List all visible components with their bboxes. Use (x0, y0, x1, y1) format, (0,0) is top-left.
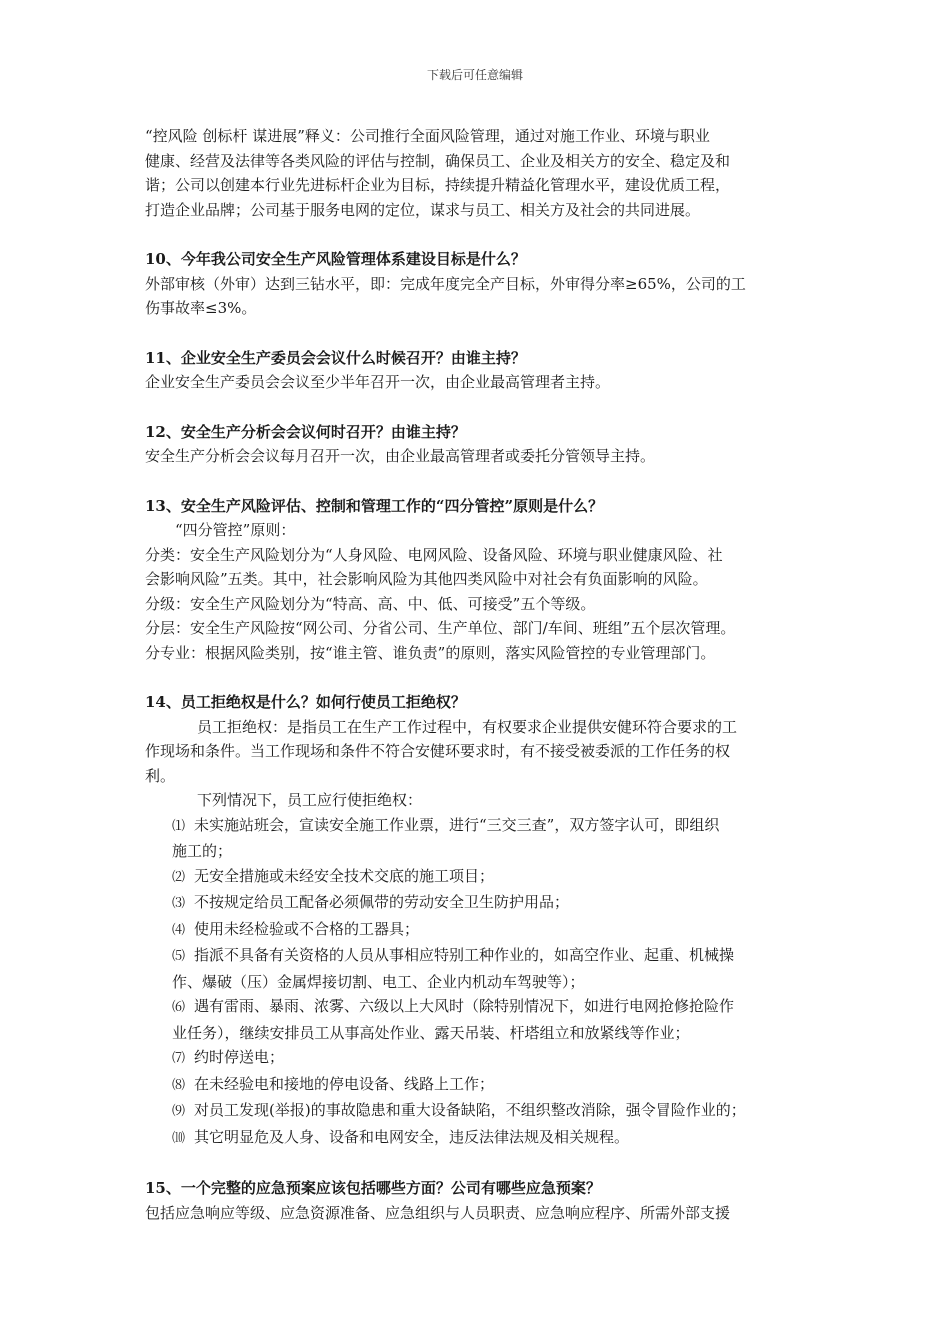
item-number: ⑹ (172, 1000, 186, 1015)
item-number: ⑽ (172, 1130, 186, 1146)
document-body (145, 124, 815, 1225)
item-text: 约时停送电； (194, 1048, 285, 1066)
list-item (145, 917, 815, 944)
list-item (145, 864, 815, 891)
text-line: 分类：安全生产风险划分为“人身风险、电网风险、设备风险、环境与职业健康风险、社 (145, 545, 723, 564)
item-number: ⑺ (172, 1051, 186, 1066)
list-item (145, 994, 815, 1021)
text-line: 分专业：根据风险类别，按“谁主管、谁负责”的原则，落实风险管控的专业管理部门。 (145, 643, 716, 662)
item-number: ⑸ (172, 949, 186, 964)
text-line: 会影响风险”五类。其中，社会影响风险为其他四类风险中对社会有负面影响的风险。 (145, 570, 708, 588)
list-item (145, 943, 815, 970)
item-number: ⑵ (172, 869, 186, 885)
item-number: ⑶ (172, 896, 186, 911)
item-continuation: 作、爆破（压）金属焊接切割、电工、企业内机动车驾驶等）； (172, 972, 585, 991)
intro-paragraph (145, 124, 815, 222)
text-line: 利。 (145, 766, 176, 785)
text-line: 包括应急响应等级、应急资源准备、应急组织与人员职责、应急响应程序、所需外部支援 (145, 1203, 731, 1222)
page-header: 下载后可任意编辑 (426, 68, 523, 82)
refusal-list (145, 813, 815, 1152)
item-continuation: 施工的； (172, 842, 233, 860)
text-line: 企业安全生产委员会会议至少半年召开一次，由企业最高管理者主持。 (145, 373, 611, 391)
item-continuation: 业任务），继续安排员工从事高处作业、露天吊装、杆塔组立和放紧线等作业； (172, 1023, 690, 1042)
text-line: 安全生产分析会会议每月召开一次，由企业最高管理者或委托分管领导主持。 (145, 447, 656, 465)
item-text: 使用未经检验或不合格的工器具； (194, 919, 420, 938)
question-10-title: 10、今年我公司安全生产风险管理体系建设目标是什么？ (145, 250, 526, 268)
item-number: ⑷ (172, 922, 186, 938)
list-item (145, 813, 815, 840)
item-number: ⑻ (172, 1077, 186, 1093)
text-line: 谐；公司以创建本行业先进标杆企业为目标，持续提升精益化管理水平，建设优质工程， (145, 176, 731, 194)
item-number: ⑴ (172, 818, 186, 834)
item-text: 对员工发现(举报)的事故隐患和重大设备缺陷，不组织整改消除，强令冒险作业的； (194, 1101, 746, 1119)
question-13-title: 13、安全生产风险评估、控制和管理工作的“四分管控”原则是什么？ (145, 496, 604, 515)
item-text: 指派不具备有关资格的人员从事相应特别工种作业的，如高空作业、起重、机械操 (194, 946, 735, 964)
question-15-title: 15、一个完整的应急预案应该包括哪些方面？公司有哪些应急预案？ (145, 1179, 601, 1197)
item-number: ⑼ (172, 1104, 186, 1119)
item-text: 其它明显危及人身、设备和电网安全，违反法律法规及相关规程。 (194, 1127, 630, 1146)
text-line: 分级：安全生产风险划分为“特高、高、中、低、可接受”五个等级。 (145, 594, 596, 613)
subheading: “四分管控”原则： (175, 521, 296, 539)
question-14-title: 14、员工拒绝权是什么？如何行使员工拒绝权？ (145, 693, 466, 711)
item-text: 不按规定给员工配备必须佩带的劳动安全卫生防护用品； (194, 893, 570, 911)
item-text: 在未经验电和接地的停电设备、线路上工作； (194, 1074, 495, 1093)
text-line: 打造企业品牌；公司基于服务电网的定位，谋求与员工、相关方及社会的共同进展。 (145, 200, 701, 219)
item-text: 遇有雷雨、暴雨、浓雾、六级以上大风时（除特别情况下，如进行电网抢修抢险作 (194, 997, 735, 1015)
text-line: 外部审核（外审）达到三钻水平，即：完成年度完全产目标，外审得分率≥65%，公司的工 (145, 274, 746, 293)
text-line: 作现场和条件。当工作现场和条件不符合安健环要求时，有不接受被委派的工作任务的权 (145, 742, 731, 760)
list-item (145, 1072, 815, 1099)
question-12-title: 12、安全生产分析会会议何时召开？由谁主持？ (145, 422, 466, 441)
text-line: 分层：安全生产风险按“网公司、分省公司、生产单位、部门/车间、班组”五个层次管理。 (145, 619, 736, 637)
item-text: 未实施站班会，宣读安全施工作业票，进行“三交三查”，双方签字认可，即组织 (194, 815, 720, 834)
question-11-title: 11、企业安全生产委员会会议什么时候召开？由谁主持？ (145, 348, 526, 367)
list-item (145, 1045, 815, 1072)
text-line: 健康、经营及法律等各类风险的评估与控制，确保员工、企业及相关方的安全、稳定及和 (145, 151, 731, 170)
list-item (145, 890, 815, 917)
text-line: 员工拒绝权：是指员工在生产工作过程中，有权要求企业提供安健环符合要求的工 (197, 717, 738, 736)
list-intro: 下列情况下，员工应行使拒绝权： (197, 791, 423, 809)
item-text: 无安全措施或未经安全技术交底的施工项目； (194, 866, 495, 885)
list-item (145, 1125, 815, 1152)
text-line: 伤事故率≤3%。 (145, 299, 257, 317)
list-item (145, 1098, 815, 1125)
text-line: “控风险 创标杆 谋进展”释义：公司推行全面风险管理，通过对施工作业、环境与职业 (145, 127, 710, 145)
